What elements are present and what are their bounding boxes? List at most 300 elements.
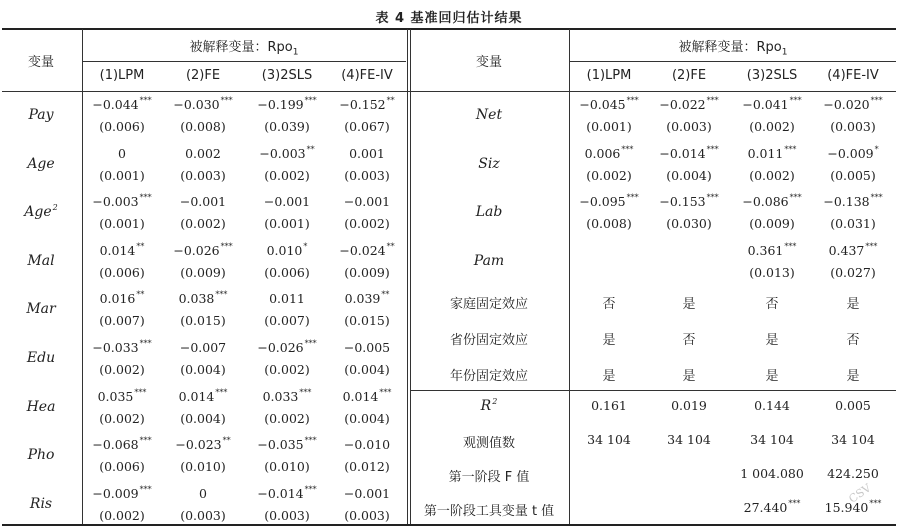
- coef-ris-1: [92, 486, 151, 501]
- coef-pay-3-value: −0.199: [257, 97, 304, 112]
- se-mal-2: [180, 265, 226, 280]
- se-age-1: [99, 168, 145, 183]
- coef-hea-2: [179, 389, 228, 404]
- coef-age2-3-value: −0.001: [263, 194, 311, 210]
- se-lab-1-value: (0.008): [586, 216, 632, 232]
- coef-ris-4: [344, 486, 390, 501]
- fe-value-2-2: [682, 329, 695, 348]
- se-edu-1: [99, 362, 145, 377]
- bottom-rule: [2, 524, 896, 526]
- coef-mal-4-value: −0.024: [339, 242, 386, 258]
- se-mar-3: [264, 313, 310, 328]
- coef-net-4: [823, 97, 882, 112]
- fe-value-text: 是: [765, 333, 779, 348]
- coef-mal-2-value: −0.026: [173, 242, 220, 258]
- se-age-3-value: (0.002): [264, 167, 310, 183]
- stat-value-3-4: [827, 466, 879, 481]
- se-mar-2: [180, 313, 226, 328]
- coef-pho-2-stars: **: [222, 436, 231, 446]
- coef-pho-3-value: −0.035: [257, 437, 304, 453]
- coef-pay-4-stars: **: [386, 96, 395, 105]
- coef-age2-4: [344, 194, 390, 209]
- coef-pay-1: [92, 97, 151, 112]
- se-mal-3-value: (0.006): [264, 264, 310, 280]
- se-lab-2: [666, 216, 712, 231]
- coef-pay-2: [173, 97, 232, 112]
- var-name-text: Age: [27, 155, 55, 172]
- coef-age-4-value: 0.001: [349, 145, 385, 161]
- se-net-1-value: (0.001): [586, 119, 632, 134]
- se-siz-1-value: (0.002): [586, 167, 632, 183]
- se-lab-2-value: (0.030): [666, 216, 712, 232]
- stat-value-2-1: [587, 432, 631, 447]
- coef-edu-1-stars: ***: [139, 339, 152, 348]
- coef-age2-2: [180, 194, 226, 209]
- coef-hea-4-value: 0.014: [342, 388, 379, 404]
- header-mid-rule-right: [569, 61, 896, 62]
- se-ris-4-value: (0.003): [344, 507, 390, 523]
- coef-mal-3-stars: *: [303, 241, 308, 251]
- se-pay-1-value: (0.006): [99, 119, 145, 134]
- coef-lab-1: [579, 194, 638, 209]
- se-age2-4: [344, 216, 390, 231]
- se-age-4-value: (0.003): [344, 167, 390, 183]
- se-pam-3-value: (0.013): [749, 264, 795, 280]
- se-net-4: [830, 119, 876, 134]
- var-name-age: [27, 156, 54, 172]
- se-pam-3: [749, 265, 795, 280]
- model-label: (3)2SLS: [261, 68, 313, 83]
- table-caption: 表 4 基准回归估计结果: [375, 11, 523, 26]
- fe-value-text: 否: [846, 333, 860, 348]
- coef-net-4-stars: ***: [870, 96, 883, 105]
- se-net-1: [586, 119, 632, 134]
- se-mal-4-value: (0.009): [344, 264, 390, 280]
- coef-siz-4-stars: *: [874, 144, 879, 154]
- fe-value-1-4: [846, 293, 859, 312]
- se-edu-1-value: (0.002): [99, 362, 145, 377]
- coef-edu-3: [257, 340, 316, 355]
- fe-value-3-1: [602, 365, 615, 384]
- coef-age2-2-value: −0.001: [179, 194, 227, 210]
- coef-net-3-stars: ***: [789, 96, 802, 105]
- stat-label-text: 第一阶段工具变量 t 值: [423, 504, 555, 519]
- model-label: (1)LPM: [586, 68, 632, 83]
- fe-label-1: [450, 293, 528, 312]
- coef-pay-1-stars: ***: [139, 96, 152, 105]
- se-pay-3: [264, 119, 310, 134]
- coef-ris-2-value: 0: [199, 485, 207, 501]
- fe-value-text: 是: [846, 369, 860, 384]
- divider-center-2: [410, 29, 411, 524]
- fe-value-3-3: [765, 365, 778, 384]
- var-name-pay: [28, 107, 53, 123]
- stat-value-4-4-stars: ***: [869, 499, 882, 508]
- se-pam-4-value: (0.027): [830, 264, 876, 280]
- se-mal-1: [99, 265, 145, 280]
- se-mar-1-value: (0.007): [99, 313, 145, 329]
- coef-edu-2: [180, 340, 226, 355]
- coef-mar-2-value: 0.038: [178, 291, 215, 307]
- coef-mal-2: [173, 243, 232, 258]
- coef-mar-1: [100, 291, 145, 306]
- model-header-right-2: [672, 68, 706, 83]
- coef-net-2: [659, 97, 718, 112]
- fe-label-text: 省份固定效应: [449, 333, 529, 348]
- coef-age-2: [185, 146, 221, 161]
- coef-mal-3-value: 0.010: [266, 242, 303, 258]
- stat-value-1-1-value: 0.161: [591, 398, 627, 413]
- coef-hea-1: [98, 389, 147, 404]
- se-edu-3: [264, 362, 310, 377]
- se-edu-4: [344, 362, 390, 377]
- fe-label-3: [450, 365, 528, 384]
- model-header-left-3: [262, 68, 312, 83]
- var-name-text: Edu: [26, 350, 56, 366]
- coef-lab-2: [659, 194, 718, 209]
- se-lab-3: [749, 216, 795, 231]
- model-label: (4)FE-IV: [341, 68, 393, 83]
- coef-age2-3: [264, 194, 310, 209]
- coef-mar-1-value: 0.016: [99, 291, 136, 307]
- model-label: (2)FE: [185, 68, 221, 83]
- var-name-text: Pho: [27, 447, 55, 464]
- se-ris-1-value: (0.002): [99, 507, 145, 523]
- se-mal-3: [264, 265, 310, 280]
- coef-pay-4: [339, 97, 394, 112]
- stat-value-4-3: [744, 500, 801, 515]
- coef-pho-1-value: −0.068: [92, 437, 139, 453]
- se-siz-2: [666, 168, 712, 183]
- var-header-right: [476, 51, 502, 70]
- coef-mar-2-stars: ***: [215, 290, 228, 300]
- coef-pho-3: [257, 437, 316, 452]
- coef-lab-2-value: −0.153: [659, 194, 706, 210]
- coef-pho-3-stars: ***: [304, 436, 317, 446]
- se-ris-3: [264, 508, 310, 523]
- var-header-label: 变量: [475, 55, 503, 70]
- stat-value-4-4-value: 15.940: [824, 500, 869, 515]
- se-net-4-value: (0.003): [830, 119, 876, 134]
- coef-age2-1-stars: ***: [139, 193, 152, 203]
- fe-value-1-3: [765, 293, 778, 312]
- coef-edu-1: [92, 340, 151, 355]
- se-mar-2-value: (0.015): [180, 313, 226, 329]
- coef-net-1: [579, 97, 638, 112]
- var-name-net: [476, 107, 502, 123]
- se-lab-1: [586, 216, 632, 231]
- se-lab-3-value: (0.009): [749, 216, 795, 232]
- fe-value-text: 否: [602, 297, 616, 312]
- coef-hea-3-value: 0.033: [262, 388, 299, 404]
- var-name-text: Mal: [27, 252, 55, 269]
- fe-value-text: 否: [682, 333, 696, 348]
- coef-siz-2-stars: ***: [706, 144, 719, 154]
- coef-siz-1: [585, 146, 634, 161]
- se-siz-1: [586, 168, 632, 183]
- fe-value-2-3: [765, 329, 778, 348]
- stat-value-1-2: [671, 398, 707, 413]
- coef-pam-3-stars: ***: [784, 241, 797, 251]
- stat-label-1: [481, 398, 498, 414]
- se-mal-2-value: (0.009): [180, 264, 226, 280]
- stat-value-1-2-value: 0.019: [671, 398, 707, 413]
- coef-hea-1-value: 0.035: [97, 388, 134, 404]
- coef-mal-1-stars: **: [136, 241, 145, 251]
- dep-var-sub: 1: [781, 47, 788, 58]
- header-bottom-rule: [2, 91, 896, 92]
- coef-hea-2-stars: ***: [215, 387, 228, 397]
- se-age-2-value: (0.003): [180, 167, 226, 183]
- var-name-sup: 2: [52, 203, 58, 213]
- se-mar-4: [344, 313, 390, 328]
- dep-var-header-left: [190, 36, 299, 58]
- divider-right-var: [569, 29, 570, 524]
- var-name-text: Lab: [475, 204, 503, 221]
- coef-siz-3: [748, 146, 797, 161]
- se-edu-3-value: (0.002): [264, 362, 310, 377]
- se-age2-4-value: (0.002): [344, 216, 390, 232]
- coef-hea-1-stars: ***: [134, 387, 147, 397]
- var-name-ris: [30, 496, 52, 512]
- coef-net-3: [742, 97, 801, 112]
- stat-value-2-2: [667, 432, 711, 447]
- var-name-lab: [476, 204, 503, 220]
- coef-mar-1-stars: **: [136, 290, 145, 300]
- se-lab-4: [830, 216, 876, 231]
- coef-mal-1: [100, 243, 145, 258]
- coef-lab-3-value: −0.086: [742, 194, 789, 210]
- coef-ris-3: [257, 486, 316, 501]
- se-age2-1-value: (0.001): [99, 216, 145, 232]
- stats-rule: [410, 390, 896, 391]
- fe-value-text: 是: [765, 369, 779, 384]
- stat-value-2-3: [750, 432, 794, 447]
- coef-siz-4-value: −0.009: [827, 145, 874, 161]
- coef-pay-3-stars: ***: [304, 96, 317, 105]
- se-age2-2: [180, 216, 226, 231]
- header-mid-rule-left: [82, 61, 406, 62]
- se-pho-2: [180, 459, 226, 474]
- coef-ris-3-value: −0.014: [257, 485, 304, 501]
- se-ris-2-value: (0.003): [180, 507, 226, 523]
- coef-pho-2-value: −0.023: [175, 437, 222, 453]
- coef-pay-1-value: −0.044: [92, 97, 139, 112]
- coef-pho-2: [175, 437, 230, 452]
- se-net-3: [749, 119, 795, 134]
- se-hea-2-value: (0.004): [180, 410, 226, 426]
- coef-pay-2-stars: ***: [220, 96, 233, 105]
- model-header-left-4: [341, 68, 393, 83]
- coef-siz-4: [827, 146, 878, 161]
- coef-net-4-value: −0.020: [823, 97, 870, 112]
- stat-value-3-3: [740, 466, 804, 481]
- se-pay-4: [344, 119, 390, 134]
- coef-mar-4-stars: **: [381, 290, 390, 300]
- coef-pho-4: [344, 437, 390, 452]
- se-mar-3-value: (0.007): [264, 313, 310, 329]
- coef-mar-4-value: 0.039: [344, 291, 381, 307]
- coef-age2-1: [92, 194, 151, 209]
- coef-pam-4: [829, 243, 878, 258]
- coef-edu-3-stars: ***: [304, 339, 317, 348]
- model-label: (3)2SLS: [746, 68, 798, 83]
- coef-mar-4: [345, 291, 390, 306]
- fe-value-3-2: [682, 365, 695, 384]
- coef-hea-3: [263, 389, 312, 404]
- coef-age-1-value: 0: [118, 145, 126, 161]
- se-pay-2: [180, 119, 226, 134]
- se-pay-2-value: (0.008): [180, 119, 226, 134]
- var-name-text: Mar: [26, 301, 56, 318]
- coef-hea-2-value: 0.014: [178, 388, 215, 404]
- coef-pay-3: [257, 97, 316, 112]
- fe-value-2-4: [846, 329, 859, 348]
- var-name-text: Ris: [29, 495, 53, 512]
- se-net-3-value: (0.002): [749, 119, 795, 134]
- se-pho-4: [344, 459, 390, 474]
- var-header-left: [28, 51, 54, 70]
- se-ris-3-value: (0.003): [264, 507, 310, 523]
- se-pho-3-value: (0.010): [264, 459, 310, 475]
- dep-var-label: 被解释变量：Rpo: [189, 40, 293, 55]
- var-name-mar: [26, 301, 55, 317]
- var-name-pam: [474, 253, 504, 269]
- se-pay-4-value: (0.067): [344, 119, 390, 134]
- se-edu-2: [180, 362, 226, 377]
- coef-mar-2: [179, 291, 228, 306]
- coef-mal-1-value: 0.014: [99, 242, 136, 258]
- coef-pam-4-stars: ***: [865, 241, 878, 251]
- var-name-text: Hea: [26, 398, 56, 415]
- se-ris-4: [344, 508, 390, 523]
- se-pay-3-value: (0.039): [264, 119, 310, 134]
- stat-value-4-3-stars: ***: [788, 499, 801, 508]
- var-name-age2: [24, 204, 57, 220]
- se-age-2: [180, 168, 226, 183]
- se-mar-1: [99, 313, 145, 328]
- coef-age-4: [349, 146, 385, 161]
- coef-age-3-value: −0.003: [259, 145, 306, 161]
- coef-siz-2-value: −0.014: [659, 145, 706, 161]
- fe-label-2: [450, 329, 528, 348]
- stat-value-2-1-value: 34 104: [587, 432, 631, 447]
- fe-value-text: 是: [682, 297, 696, 312]
- fe-value-text: 是: [602, 333, 616, 348]
- se-mal-1-value: (0.006): [99, 264, 145, 280]
- stat-value-3-4-value: 424.250: [827, 466, 879, 481]
- fe-label-text: 年份固定效应: [449, 369, 529, 384]
- coef-mal-3: [267, 243, 308, 258]
- coef-mal-4: [339, 243, 394, 258]
- coef-lab-1-stars: ***: [626, 193, 639, 203]
- coef-edu-1-value: −0.033: [92, 340, 139, 355]
- model-header-left-2: [186, 68, 220, 83]
- var-name-siz: [478, 156, 499, 172]
- model-header-left-1: [100, 68, 145, 83]
- coef-age-1: [118, 146, 126, 161]
- dep-var-header-right: [679, 36, 788, 58]
- se-lab-4-value: (0.031): [830, 216, 876, 232]
- coef-siz-2: [659, 146, 718, 161]
- se-pho-1: [99, 459, 145, 474]
- se-age2-3: [264, 216, 310, 231]
- coef-age-3-stars: **: [306, 144, 315, 154]
- se-pho-2-value: (0.010): [180, 459, 226, 475]
- var-name-edu: [27, 350, 55, 366]
- se-hea-3: [264, 411, 310, 426]
- se-age-1-value: (0.001): [99, 167, 145, 183]
- stat-value-2-4-value: 34 104: [831, 432, 875, 447]
- coef-lab-3: [742, 194, 801, 209]
- coef-hea-4-stars: ***: [379, 387, 392, 397]
- coef-age-2-value: 0.002: [185, 145, 221, 161]
- stat-value-1-4: [835, 398, 871, 413]
- coef-lab-2-stars: ***: [706, 193, 719, 203]
- coef-mal-4-stars: **: [386, 241, 395, 251]
- divider-center-1: [407, 29, 408, 524]
- top-rule: [2, 28, 896, 30]
- dep-var-sub: 1: [292, 47, 299, 58]
- fe-value-3-4: [846, 365, 859, 384]
- fe-value-text: 是: [602, 369, 616, 384]
- se-mal-4: [344, 265, 390, 280]
- se-hea-3-value: (0.002): [264, 410, 310, 426]
- model-label: (2)FE: [671, 68, 707, 83]
- stat-label-text: 观测值数: [462, 436, 516, 451]
- coef-hea-3-stars: ***: [299, 387, 312, 397]
- stat-value-2-3-value: 34 104: [750, 432, 794, 447]
- var-name-mal: [27, 253, 54, 269]
- coef-lab-3-stars: ***: [789, 193, 802, 203]
- coef-pay-4-value: −0.152: [339, 97, 386, 112]
- coef-net-3-value: −0.041: [742, 97, 789, 112]
- se-pho-4-value: (0.012): [344, 459, 390, 475]
- coef-mal-2-stars: ***: [220, 241, 233, 251]
- stat-value-2-4: [831, 432, 875, 447]
- coef-pay-2-value: −0.030: [173, 97, 220, 112]
- coef-pam-3-value: 0.361: [747, 242, 784, 258]
- coef-lab-4-value: −0.138: [823, 194, 870, 210]
- stat-label-sup: 2: [492, 397, 498, 406]
- model-header-right-3: [747, 68, 797, 83]
- coef-siz-1-value: 0.006: [584, 145, 621, 161]
- fe-value-text: 是: [682, 369, 696, 384]
- se-pam-4: [830, 265, 876, 280]
- se-age-4: [344, 168, 390, 183]
- se-net-2: [666, 119, 712, 134]
- coef-hea-4: [343, 389, 392, 404]
- coef-pho-1-stars: ***: [139, 436, 152, 446]
- fe-value-2-1: [602, 329, 615, 348]
- se-mar-4-value: (0.015): [344, 313, 390, 329]
- var-name-text: Net: [475, 107, 503, 123]
- se-ris-1: [99, 508, 145, 523]
- stat-label-2: [463, 432, 515, 451]
- coef-pam-4-value: 0.437: [828, 242, 865, 258]
- fe-value-1-2: [682, 293, 695, 312]
- coef-siz-3-stars: ***: [784, 144, 797, 154]
- se-age-3: [264, 168, 310, 183]
- var-name-pho: [28, 447, 55, 463]
- fe-value-text: 是: [846, 297, 860, 312]
- coef-pho-1: [92, 437, 151, 452]
- stat-value-3-3-value: 1 004.080: [740, 466, 804, 481]
- se-net-2-value: (0.003): [666, 119, 712, 134]
- coef-mar-3: [269, 291, 305, 306]
- coef-age2-1-value: −0.003: [92, 194, 139, 210]
- se-hea-1: [99, 411, 145, 426]
